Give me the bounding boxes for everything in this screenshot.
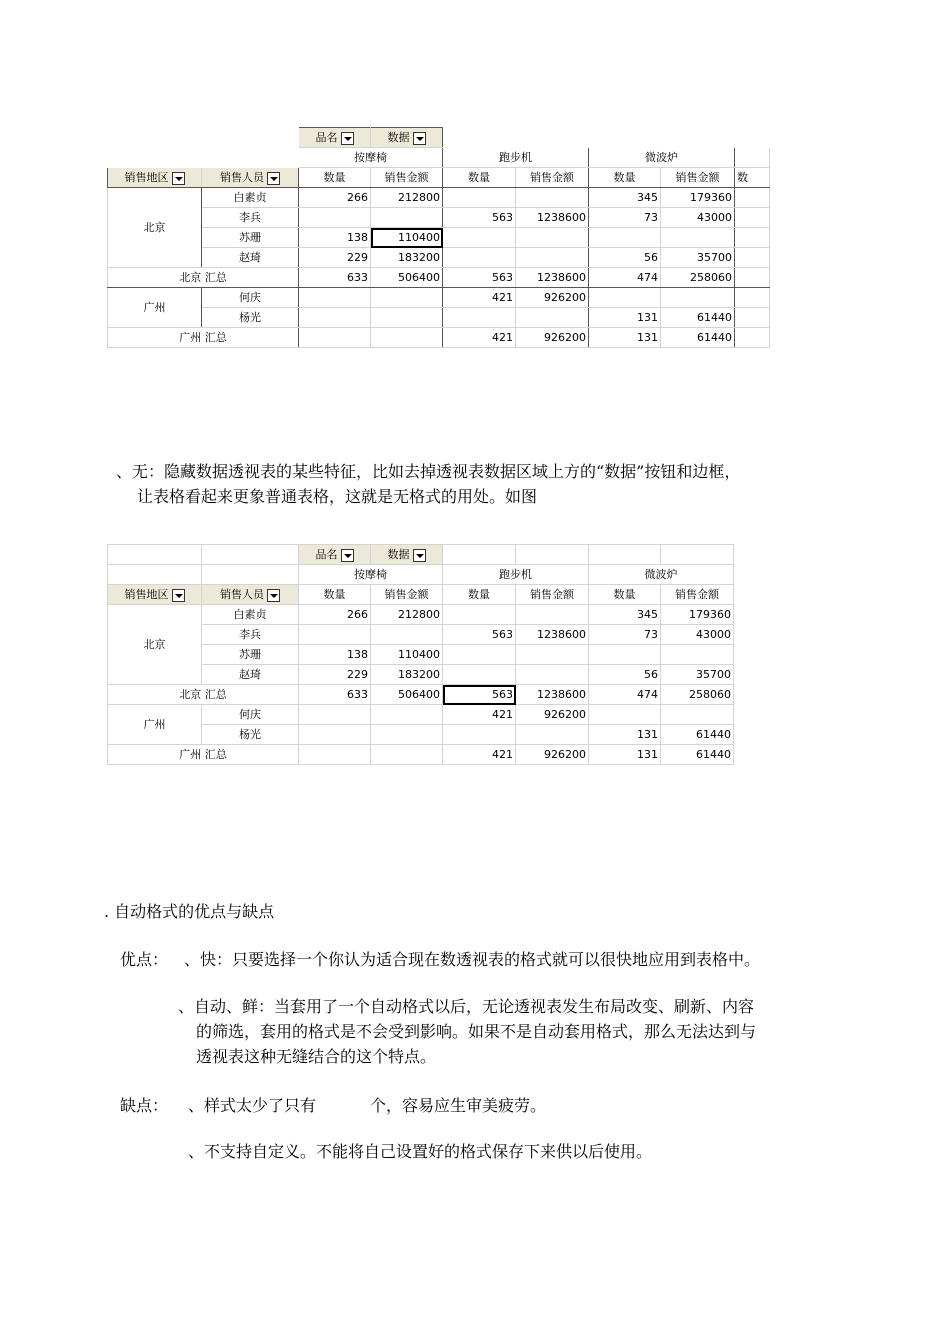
value-cell[interactable] [516, 228, 589, 248]
col-header-qty: 数量 [443, 585, 516, 605]
field-button-pinming[interactable]: 品名 [299, 545, 371, 565]
field-button-person[interactable]: 销售人员 [202, 168, 299, 188]
value-cell[interactable] [516, 248, 589, 268]
total-cell[interactable] [299, 328, 371, 348]
value-cell[interactable]: 345 [589, 605, 661, 625]
value-cell[interactable]: 421 [443, 705, 516, 725]
value-cell[interactable] [589, 228, 661, 248]
product-header: 跑步机 [443, 565, 589, 585]
col-header-amount: 销售金额 [661, 168, 735, 188]
dropdown-arrow-icon[interactable] [341, 549, 354, 562]
col-header-qty: 数量 [443, 168, 516, 188]
value-cell[interactable]: 43000 [661, 625, 734, 645]
dropdown-arrow-icon[interactable] [341, 132, 354, 145]
total-label: 广州 汇总 [108, 745, 299, 765]
value-cell[interactable] [443, 308, 516, 328]
value-cell[interactable]: 926200 [516, 705, 589, 725]
value-cell[interactable] [516, 645, 589, 665]
dropdown-arrow-icon[interactable] [413, 549, 426, 562]
total-cell[interactable]: 421 [443, 745, 516, 765]
table-row [108, 645, 734, 665]
value-cell[interactable] [516, 308, 589, 328]
value-cell[interactable] [299, 705, 371, 725]
value-cell[interactable] [443, 228, 516, 248]
value-cell[interactable]: 131 [589, 725, 661, 745]
total-cell[interactable]: 1238600 [516, 685, 589, 705]
value-cell[interactable]: 35700 [661, 665, 734, 685]
table-row [108, 705, 734, 725]
value-cell[interactable]: 43000 [661, 208, 735, 228]
value-cell[interactable]: 266 [299, 188, 371, 208]
total-cell[interactable]: 563 [443, 268, 516, 288]
person-cell: 何庆 [202, 288, 299, 308]
total-cell[interactable]: 633 [299, 268, 371, 288]
person-cell: 李兵 [202, 208, 299, 228]
person-cell: 李兵 [202, 625, 299, 645]
total-cell[interactable]: 421 [443, 328, 516, 348]
table-row [108, 665, 734, 685]
total-cell[interactable]: 61440 [661, 328, 735, 348]
table-row [108, 188, 770, 208]
value-cell[interactable] [371, 308, 443, 328]
value-cell[interactable]: 179360 [661, 605, 734, 625]
total-label: 北京 汇总 [108, 685, 299, 705]
col-header-amount: 销售金额 [516, 168, 589, 188]
value-cell[interactable] [299, 625, 371, 645]
value-cell[interactable] [371, 288, 443, 308]
total-label: 北京 汇总 [108, 268, 299, 288]
value-cell[interactable] [371, 208, 443, 228]
total-cell[interactable]: 61440 [661, 745, 734, 765]
value-cell[interactable]: 56 [589, 665, 661, 685]
value-cell[interactable] [443, 188, 516, 208]
value-cell[interactable]: 266 [299, 605, 371, 625]
value-cell[interactable]: 56 [589, 248, 661, 268]
person-cell: 杨光 [202, 725, 299, 745]
pivot-table-formatted [107, 127, 770, 348]
product-header: 微波炉 [589, 565, 734, 585]
col-header-cut: 数 [735, 168, 770, 188]
selected-cell[interactable]: 563 [443, 685, 516, 705]
paragraph-line: 个，容易应生审美疲劳。 [370, 1096, 547, 1115]
value-cell[interactable]: 73 [589, 625, 661, 645]
region-cell: 北京 [108, 188, 202, 268]
region-cell: 北京 [108, 605, 202, 685]
total-cell[interactable] [371, 328, 443, 348]
selected-cell[interactable]: 110400 [371, 228, 443, 248]
field-button-pinming[interactable]: 品名 [299, 128, 371, 148]
dropdown-arrow-icon[interactable] [267, 172, 280, 185]
value-cell[interactable] [589, 705, 661, 725]
value-cell[interactable] [589, 645, 661, 665]
cons-label: 缺点： [120, 1096, 169, 1115]
value-cell[interactable] [443, 605, 516, 625]
pros-label: 优点： [120, 950, 169, 969]
value-cell[interactable]: 138 [299, 228, 371, 248]
product-header: 跑步机 [443, 148, 589, 168]
value-cell[interactable] [661, 645, 734, 665]
value-cell[interactable] [516, 605, 589, 625]
value-cell[interactable] [661, 705, 734, 725]
value-cell[interactable]: 73 [589, 208, 661, 228]
value-cell[interactable] [443, 645, 516, 665]
value-cell[interactable] [516, 188, 589, 208]
value-cell[interactable] [299, 725, 371, 745]
paragraph-line: 、不支持自定义。不能将自己设置好的格式保存下来供以后使用。 [188, 1142, 653, 1161]
value-cell[interactable]: 61440 [661, 308, 735, 328]
table-row [108, 725, 734, 745]
table-row [108, 288, 770, 308]
total-cell[interactable]: 926200 [516, 745, 589, 765]
col-header-amount: 销售金额 [661, 585, 734, 605]
value-cell[interactable] [516, 665, 589, 685]
total-cell[interactable]: 926200 [516, 328, 589, 348]
person-cell: 苏珊 [202, 645, 299, 665]
table-row [108, 248, 770, 268]
table-row [108, 605, 734, 625]
value-cell[interactable]: 229 [299, 248, 371, 268]
value-cell[interactable] [516, 725, 589, 745]
col-header-amount: 销售金额 [371, 585, 443, 605]
value-cell[interactable] [661, 228, 735, 248]
person-cell: 苏珊 [202, 228, 299, 248]
table-row-total [108, 268, 770, 288]
col-header-amount: 销售金额 [371, 168, 443, 188]
dropdown-arrow-icon[interactable] [267, 589, 280, 602]
total-cell[interactable]: 633 [299, 685, 371, 705]
col-header-amount: 销售金额 [516, 585, 589, 605]
total-cell[interactable]: 131 [589, 745, 661, 765]
value-cell[interactable] [371, 705, 443, 725]
value-cell[interactable]: 212800 [371, 188, 443, 208]
field-button-shuju[interactable]: 数据 [371, 545, 443, 565]
col-header-qty: 数量 [299, 168, 371, 188]
table-row-total [108, 328, 770, 348]
value-cell[interactable]: 1238600 [516, 625, 589, 645]
value-cell[interactable]: 61440 [661, 725, 734, 745]
total-cell[interactable]: 506400 [371, 268, 443, 288]
product-header: 按摩椅 [299, 148, 443, 168]
col-header-qty: 数量 [299, 585, 371, 605]
value-cell[interactable]: 138 [299, 645, 371, 665]
paragraph-line: 透视表这种无缝结合的这个特点。 [196, 1047, 437, 1066]
table-row [108, 228, 770, 248]
value-cell[interactable] [371, 725, 443, 745]
dropdown-arrow-icon[interactable] [172, 589, 185, 602]
field-button-region[interactable]: 销售地区 [108, 168, 202, 188]
value-cell[interactable] [443, 248, 516, 268]
total-label: 广州 汇总 [108, 328, 299, 348]
total-cell[interactable] [299, 745, 371, 765]
value-cell[interactable]: 179360 [661, 188, 735, 208]
person-cell: 赵琦 [202, 665, 299, 685]
value-cell[interactable] [299, 288, 371, 308]
paragraph-line: 的筛选，套用的格式是不会受到影响。如果不是自动套用格式，那么无法达到与 [196, 1022, 757, 1041]
paragraph-line: 让表格看起来更象普通表格，这就是无格式的用处。如图 [137, 487, 538, 506]
person-cell: 白素贞 [202, 188, 299, 208]
value-cell[interactable]: 1238600 [516, 208, 589, 228]
total-cell[interactable]: 1238600 [516, 268, 589, 288]
value-cell[interactable] [371, 625, 443, 645]
product-header: 按摩椅 [299, 565, 443, 585]
value-cell[interactable]: 563 [443, 208, 516, 228]
value-cell[interactable] [299, 308, 371, 328]
paragraph-line: 、快：只要选择一个你认为适合现在数透视表的格式就可以很快地应用到表格中。 [184, 950, 761, 969]
value-cell[interactable]: 183200 [371, 665, 443, 685]
total-cell[interactable]: 258060 [661, 685, 734, 705]
value-cell[interactable]: 229 [299, 665, 371, 685]
paragraph-line: 、样式太少了只有 [188, 1096, 317, 1115]
value-cell[interactable]: 421 [443, 288, 516, 308]
table-row [108, 625, 734, 645]
value-cell[interactable] [443, 665, 516, 685]
region-cell: 广州 [108, 705, 202, 745]
field-button-person[interactable]: 销售人员 [202, 585, 299, 605]
total-cell[interactable]: 131 [589, 328, 661, 348]
table-row [108, 208, 770, 228]
product-header: 微波炉 [589, 148, 735, 168]
total-cell[interactable]: 506400 [371, 685, 443, 705]
pivot-table-plain [107, 544, 734, 765]
field-button-region[interactable]: 销售地区 [108, 585, 202, 605]
value-cell[interactable]: 183200 [371, 248, 443, 268]
total-cell[interactable]: 258060 [661, 268, 735, 288]
value-cell[interactable] [443, 725, 516, 745]
person-cell: 何庆 [202, 705, 299, 725]
dropdown-arrow-icon[interactable] [413, 132, 426, 145]
value-cell[interactable]: 110400 [371, 645, 443, 665]
total-cell[interactable]: 474 [589, 268, 661, 288]
dropdown-arrow-icon[interactable] [172, 172, 185, 185]
value-cell[interactable] [299, 208, 371, 228]
total-cell[interactable] [371, 745, 443, 765]
person-cell: 杨光 [202, 308, 299, 328]
paragraph-line: 、自动、鲜：当套用了一个自动格式以后，无论透视表发生布局改变、刷新、内容 [178, 997, 755, 1016]
section-heading: . 自动格式的优点与缺点 [104, 902, 275, 921]
person-cell: 赵琦 [202, 248, 299, 268]
value-cell[interactable]: 131 [589, 308, 661, 328]
value-cell[interactable] [589, 288, 661, 308]
region-cell: 广州 [108, 288, 202, 328]
value-cell[interactable]: 563 [443, 625, 516, 645]
person-cell: 白素贞 [202, 605, 299, 625]
col-header-qty: 数量 [589, 585, 661, 605]
table-row-total [108, 745, 734, 765]
value-cell[interactable]: 345 [589, 188, 661, 208]
table-row [108, 308, 770, 328]
value-cell[interactable]: 35700 [661, 248, 735, 268]
paragraph-line: 、无：隐藏数据透视表的某些特征，比如去掉透视表数据区域上方的“数据”按钮和边框， [116, 462, 741, 481]
total-cell[interactable]: 474 [589, 685, 661, 705]
value-cell[interactable] [661, 288, 735, 308]
value-cell[interactable]: 212800 [371, 605, 443, 625]
col-header-qty: 数量 [589, 168, 661, 188]
field-button-shuju[interactable]: 数据 [371, 128, 443, 148]
table-row-total [108, 685, 734, 705]
value-cell[interactable]: 926200 [516, 288, 589, 308]
